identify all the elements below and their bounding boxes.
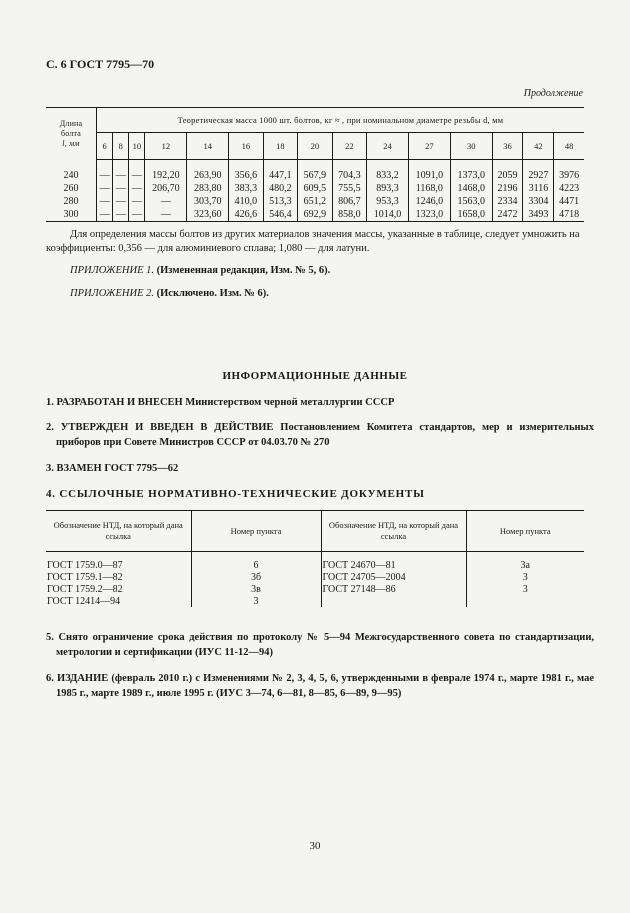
mass-cell: — (97, 208, 113, 222)
refs-table-body (46, 552, 584, 608)
mass-cell: 383,3 (229, 182, 264, 195)
mass-cell: 4223 (554, 182, 584, 195)
mass-cell: 1246,0 (408, 195, 450, 208)
mass-cell: 3976 (554, 160, 584, 183)
mass-cell: 2334 (492, 195, 523, 208)
mass-cell: 893,3 (367, 182, 409, 195)
ref-code-cell: ГОСТ 24670—81 (321, 552, 466, 572)
page-number: 30 (309, 840, 321, 852)
mass-cell: 2196 (492, 182, 523, 195)
length-column-header (46, 108, 97, 160)
ref-point-cell: 3а (520, 559, 530, 571)
mass-cell: — (99, 170, 110, 181)
table-row (46, 195, 584, 208)
mass-cell: 3304 (523, 195, 554, 208)
mass-cell: 651,2 (298, 195, 333, 208)
table-row (46, 182, 584, 195)
ref-point-cell (466, 595, 584, 607)
mass-cell: 1563,0 (450, 195, 492, 208)
diameter-header-cell: 10 (129, 133, 145, 160)
diameter-header-cell: 8 (113, 133, 129, 160)
mass-cell: 2472 (492, 208, 523, 222)
mass-cell: 192,20 (145, 160, 187, 183)
continuation-label: Продолжение (523, 88, 583, 99)
mass-cell: 513,3 (263, 195, 298, 208)
mass-cell: — (129, 182, 145, 195)
mass-cell: 833,2 (367, 160, 409, 183)
info-item-3: 3. ВЗАМЕН ГОСТ 7795—62 (46, 463, 179, 474)
appendix-2-text: (Исключено. Изм. № 6). (156, 288, 269, 299)
length-header-line1: Длина (59, 118, 83, 128)
mass-cell: 1468,0 (450, 182, 492, 195)
diameter-header-cell: 27 (408, 133, 450, 160)
mass-cell: 206,70 (145, 182, 187, 195)
page-header: С. 6 ГОСТ 7795—70 (46, 57, 155, 71)
mass-cell: — (129, 195, 145, 208)
mass-cell: 953,3 (367, 195, 409, 208)
mass-cell: 1323,0 (408, 208, 450, 222)
mass-cell: — (145, 208, 187, 222)
diameter-header-cell: 24 (367, 133, 409, 160)
mass-cell: 704,3 (332, 160, 367, 183)
diameter-header-row (46, 133, 584, 160)
mass-cell: 480,2 (263, 182, 298, 195)
info-item-1: 1. РАЗРАБОТАН И ВНЕСЕН Министерством черной металлургии СССР (46, 397, 395, 408)
ref-code-cell: ГОСТ 1759.0—87 (46, 552, 191, 572)
info-item-5: 5. Снято ограничение срока действия по протоколу № 5—94 Межгосударственного совета по стандартизации, метрологии и сертификации (ИУС 11-12—94) (46, 632, 594, 658)
mass-cell: 447,1 (263, 160, 298, 183)
ref-point-cell: 3 (522, 583, 528, 595)
appendix-1-line (70, 265, 330, 276)
length-header-line3: l, мм (62, 138, 80, 148)
ref-point-cell: 3в (191, 583, 321, 595)
refs-header-point-left: Номер пункта (191, 511, 321, 552)
length-cell: 240 (46, 160, 97, 183)
mass-cell: 3493 (523, 208, 554, 222)
diameter-header-cell: 16 (229, 133, 264, 160)
ref-code-cell: ГОСТ 27148—86 (321, 583, 466, 595)
ref-point-cell: 3 (191, 595, 321, 607)
refs-header-code-right: Обозначение НТД, на который дана ссылка (321, 511, 466, 552)
mass-cell: — (99, 183, 110, 194)
mass-cell: — (113, 208, 129, 222)
diameter-header-cell: 22 (332, 133, 367, 160)
note-paragraph: Для определения массы болтов из других материалов значения массы, указанные в таблице, следует умножить на коэффициенты: 0,356 — для алюминиевого сплава; 1,080 — для латуни. (46, 229, 580, 254)
diameter-header-cell: 14 (187, 133, 229, 160)
mass-cell: 858,0 (332, 208, 367, 222)
mass-cell: — (129, 160, 145, 183)
ref-point-cell: 3 (522, 571, 528, 583)
mass-cell: 1168,0 (408, 182, 450, 195)
mass-cell: — (129, 208, 145, 222)
mass-table-body (46, 160, 584, 222)
mass-cell: 410,0 (229, 195, 264, 208)
mass-cell: 2059 (492, 160, 523, 183)
length-cell: 300 (46, 208, 97, 222)
table-row (46, 160, 584, 183)
mass-cell: 1091,0 (408, 160, 450, 183)
refs-header-code-left: Обозначение НТД, на который дана ссылка (46, 511, 191, 552)
mass-cell: 806,7 (332, 195, 367, 208)
table-row (46, 552, 584, 572)
ref-code-cell (321, 595, 466, 607)
ref-code-cell: ГОСТ 1759.2—82 (46, 583, 191, 595)
diameter-header-cell: 42 (523, 133, 554, 160)
table-row (46, 571, 584, 583)
ref-point-cell: 3б (191, 571, 321, 583)
info-item-4: 4. ССЫЛОЧНЫЕ НОРМАТИВНО-ТЕХНИЧЕСКИЕ ДОКУМЕНТЫ (46, 488, 425, 500)
mass-cell: — (113, 195, 129, 208)
diameter-header-cell: 48 (554, 133, 584, 160)
ref-code-cell: ГОСТ 1759.1—82 (46, 571, 191, 583)
ref-code-cell: ГОСТ 24705—2004 (321, 571, 466, 583)
mass-cell: — (99, 196, 110, 207)
info-item-6: 6. ИЗДАНИЕ (февраль 2010 г.) с Изменениями № 2, 3, 4, 5, 6, утвержденными в феврале 1974 г., марте 1981 г., мае 1985 г., марте 1989 г., июле 1995 г. (ИУС 3—74, 6—81, 8—85, 6—89, 9—95) (46, 673, 594, 699)
ref-point-cell: 6 (191, 552, 321, 572)
length-cell: 280 (46, 195, 97, 208)
diameter-header-cell: 6 (97, 133, 113, 160)
table-row (46, 208, 584, 222)
mass-cell: 283,80 (187, 182, 229, 195)
mass-cell: 692,9 (298, 208, 333, 222)
appendix-2-line (70, 288, 269, 299)
mass-cell: 4718 (554, 208, 584, 222)
diameter-header-cell: 12 (145, 133, 187, 160)
references-table (46, 510, 584, 607)
mass-cell: 356,6 (229, 160, 264, 183)
info-data-title: ИНФОРМАЦИОННЫЕ ДАННЫЕ (222, 370, 408, 382)
appendix-1-label: ПРИЛОЖЕНИЕ 1. (70, 265, 154, 276)
mass-cell: 609,5 (298, 182, 333, 195)
table-row (46, 595, 584, 607)
mass-cell: 1373,0 (450, 160, 492, 183)
mass-cell: 303,70 (187, 195, 229, 208)
bolt-mass-table (46, 107, 584, 222)
mass-cell: 323,60 (187, 208, 229, 222)
appendix-1-text: (Измененная редакция, Изм. № 5, 6). (156, 265, 331, 276)
mass-cell: — (145, 195, 187, 208)
mass-cell: 263,90 (187, 160, 229, 183)
appendix-2-label: ПРИЛОЖЕНИЕ 2. (70, 288, 154, 299)
diameter-header-cell: 30 (450, 133, 492, 160)
refs-header-point-right: Номер пункта (466, 511, 584, 552)
mass-cell: — (113, 160, 129, 183)
length-header-line2: болта (60, 128, 82, 138)
ref-code-cell: ГОСТ 12414—94 (46, 595, 191, 607)
mass-cell: 755,5 (332, 182, 367, 195)
table-row (46, 583, 584, 595)
mass-group-header: Теоретическая масса 1000 шт. болтов, кг ≈ , при номинальном диаметре резьбы d, мм (97, 108, 585, 133)
length-cell: 260 (46, 182, 97, 195)
mass-cell: 1014,0 (367, 208, 409, 222)
info-item-2: 2. УТВЕРЖДЕН И ВВЕДЕН В ДЕЙСТВИЕ Постановлением Комитета стандартов, мер и измерительных приборов при Совете Министров СССР от 04.03.70 № 270 (46, 422, 594, 448)
mass-cell: 2927 (523, 160, 554, 183)
mass-cell: 567,9 (298, 160, 333, 183)
diameter-header-cell: 20 (298, 133, 333, 160)
mass-cell: — (113, 182, 129, 195)
mass-cell: 4471 (554, 195, 584, 208)
mass-cell: 3116 (523, 182, 554, 195)
mass-cell: 426,6 (229, 208, 264, 222)
mass-cell: 546,4 (263, 208, 298, 222)
mass-cell: 1658,0 (450, 208, 492, 222)
diameter-header-cell: 36 (492, 133, 523, 160)
diameter-header-cell: 18 (263, 133, 298, 160)
